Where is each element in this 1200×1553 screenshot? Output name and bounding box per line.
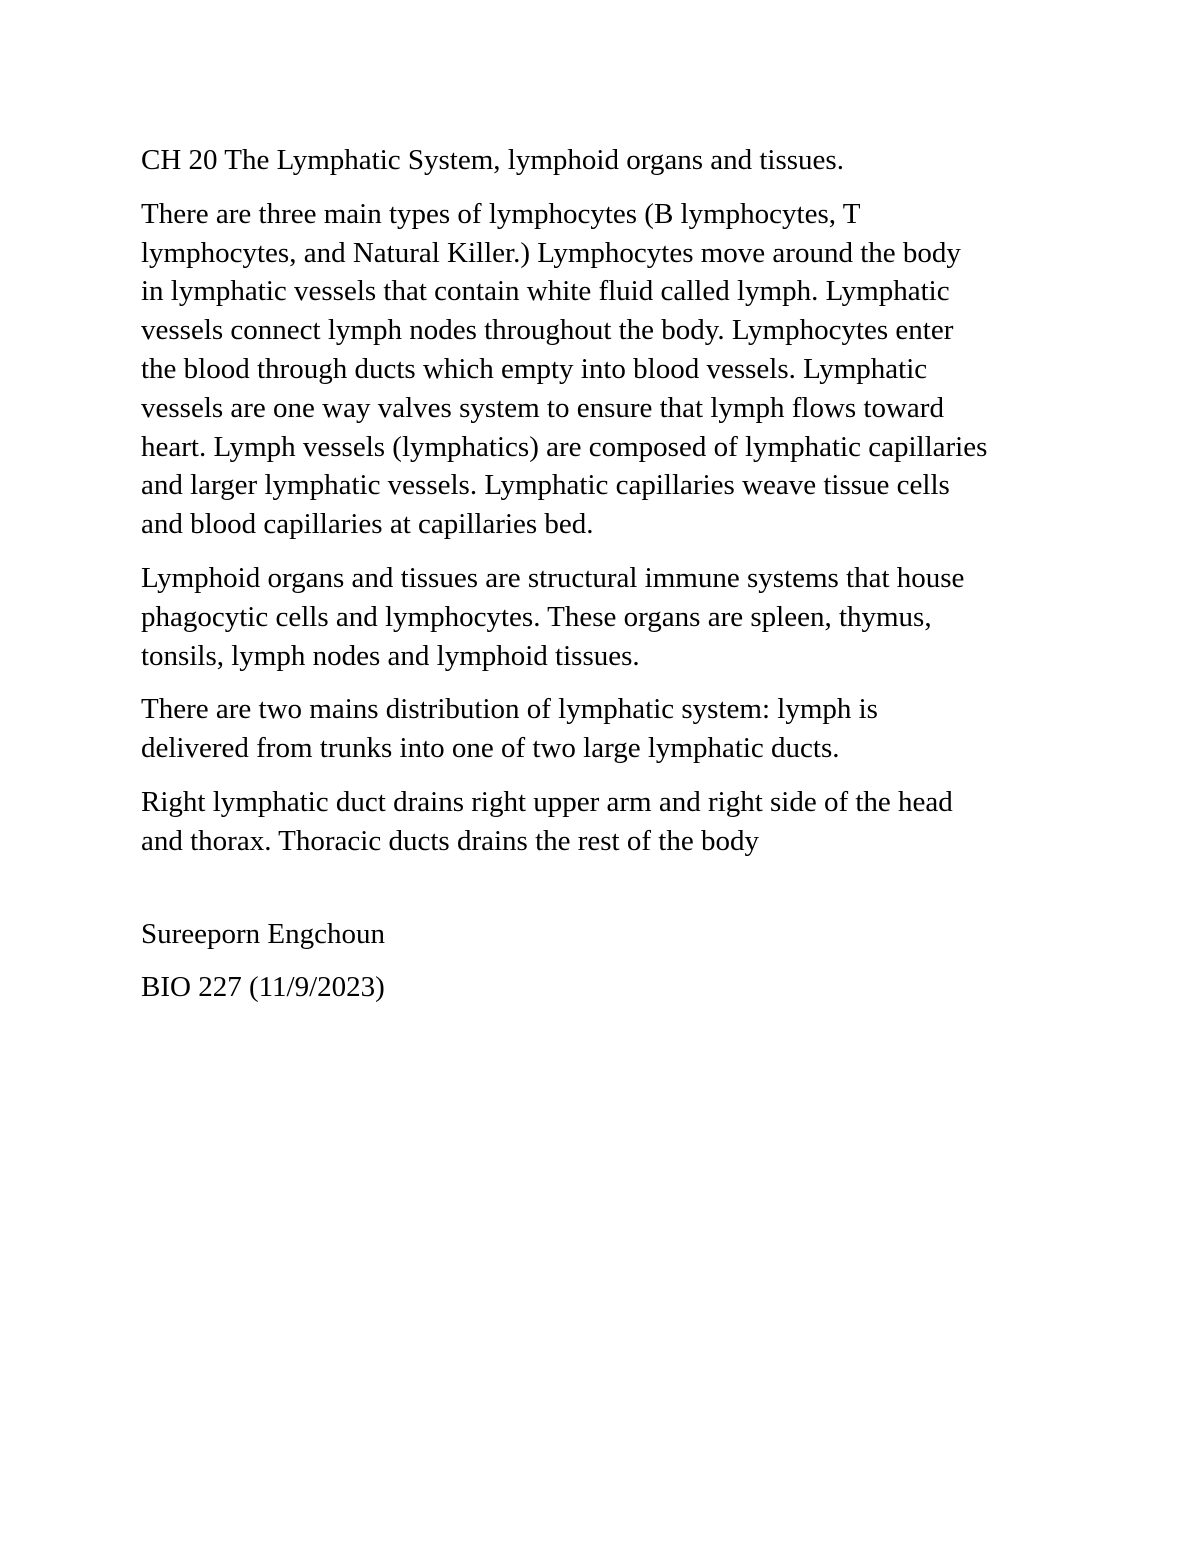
paragraph-lymphocytes bbox=[141, 195, 1066, 544]
paragraph-line: vessels are one way valves system to ensure that lymph flows toward bbox=[141, 391, 944, 424]
paragraph-distribution bbox=[141, 690, 1066, 768]
paragraph-line: and blood capillaries at capillaries bed. bbox=[141, 508, 594, 541]
paragraph-line: There are two mains distribution of lymphatic system: lymph is bbox=[141, 693, 878, 726]
course-info: BIO 227 (11/9/2023) bbox=[141, 971, 385, 1004]
paragraph-line: and larger lymphatic vessels. Lymphatic capillaries weave tissue cells bbox=[141, 469, 950, 502]
paragraph-ducts bbox=[141, 783, 1066, 861]
document-body bbox=[141, 141, 1066, 1022]
paragraph-line: the blood through ducts which empty into blood vessels. Lymphatic bbox=[141, 352, 928, 385]
paragraph-line: lymphocytes, and Natural Killer.) Lymphocytes move around the body bbox=[141, 236, 961, 269]
paragraph-line: tonsils, lymph nodes and lymphoid tissues. bbox=[141, 639, 640, 672]
paragraph-lymphoid-organs bbox=[141, 559, 1066, 675]
author-name: Sureeporn Engchoun bbox=[141, 917, 386, 950]
paragraph-line: Right lymphatic duct drains right upper arm and right side of the head bbox=[141, 785, 953, 818]
paragraph-line: heart. Lymph vessels (lymphatics) are composed of lymphatic capillaries bbox=[141, 430, 988, 463]
paragraph-line: in lymphatic vessels that contain white fluid called lymph. Lymphatic bbox=[141, 275, 950, 308]
paragraph-line: phagocytic cells and lymphocytes. These organs are spleen, thymus, bbox=[141, 600, 932, 633]
paragraph-line: Lymphoid organs and tissues are structural immune systems that house bbox=[141, 561, 965, 594]
paragraph-line: There are three main types of lymphocytes (B lymphocytes, T bbox=[141, 197, 861, 230]
paragraph-line: vessels connect lymph nodes throughout the body. Lymphocytes enter bbox=[141, 314, 954, 347]
blank-line bbox=[141, 876, 1066, 915]
paragraph-line: and thorax. Thoracic ducts drains the rest of the body bbox=[141, 824, 759, 857]
document-title: CH 20 The Lymphatic System, lymphoid organs and tissues. bbox=[141, 144, 844, 176]
paragraph-line: delivered from trunks into one of two large lymphatic ducts. bbox=[141, 732, 840, 765]
